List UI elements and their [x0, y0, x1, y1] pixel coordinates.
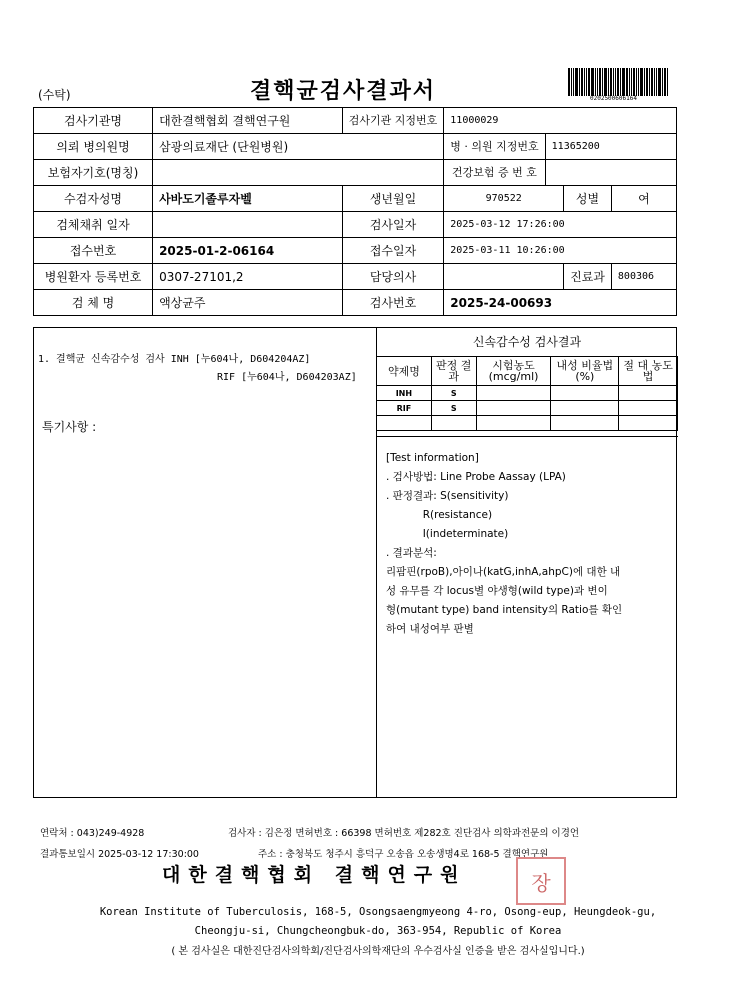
barcode-bar: [640, 68, 643, 96]
col-abs: 절 대 농도법: [619, 357, 678, 386]
barcode-bar: [649, 68, 650, 96]
receipt-label: (수탁): [38, 88, 71, 102]
barcode-bar: [620, 68, 621, 96]
test-information-text: [386, 449, 622, 639]
result-ratio: [551, 386, 619, 401]
barcode-bar: [622, 68, 625, 96]
insurer-label: 보험자기호(명칭): [34, 160, 153, 186]
barcode-bar: [595, 68, 596, 96]
barcode-bar: [586, 68, 587, 96]
barcode-bar: [575, 68, 578, 96]
collect-label: 검체채취 일자: [34, 212, 153, 238]
receipt-no-value: 2025-01-2-06164: [153, 238, 343, 264]
info-line: . 검사방법: Line Probe Aassay (LPA): [386, 471, 566, 483]
barcode-bar: [617, 68, 619, 96]
results-header: 신속감수성 검사결과: [376, 328, 678, 357]
info-line: I(indeterminate): [386, 528, 509, 540]
barcode-bar: [631, 68, 632, 96]
barcode-bar: [636, 68, 637, 96]
barcode-bar: [599, 68, 601, 96]
certification-note: ( 본 검사실은 대한진단검사의학회/진단검사의학재단의 우수검사실 인증을 받은 검사실입니다.): [171, 946, 585, 957]
barcode-bar: [581, 68, 583, 96]
result-drug: [377, 416, 432, 431]
barcode-bar: [568, 68, 570, 96]
examiner-info: 검사자 : 김은정 면허번호 : 66398 면허번호 제282호 진단검사 의학과전문의 이경언: [228, 828, 580, 839]
info-line: 리팜핀(rpoB),아이나(katG,inhA,ahpC)에 대한 내: [386, 566, 621, 578]
address-english-2: Cheongju-si, Chungcheongbuk-do, 363-954, Republic of Korea: [194, 925, 562, 937]
dept-label: 진료과: [564, 264, 612, 290]
barcode-bar: [662, 68, 663, 96]
hosp-no-label: 병 · 의원 지정번호: [444, 134, 545, 160]
info-line: . 결과분석:: [386, 547, 437, 559]
address-english-1: Korean Institute of Tuberculosis, 168-5, Osongsaengmyeong 4-ro, Osong-eup, Heungdeok-gu,: [99, 906, 657, 918]
info-line: R(resistance): [386, 509, 493, 521]
patient-no-value: 0307-27101,2: [153, 264, 343, 290]
health-label: 건강보험 증 번 호: [444, 160, 545, 186]
collect-value: [153, 212, 343, 238]
health-value: [545, 160, 676, 186]
org-value: 대한결핵협회 결핵연구원: [153, 108, 343, 134]
dob-label: 생년월일: [342, 186, 444, 212]
barcode-bar: [573, 68, 574, 96]
result-abs: [619, 386, 678, 401]
receipt-no-label: 접수번호: [34, 238, 153, 264]
name-label: 수검자성명: [34, 186, 153, 212]
org-no-value: 11000029: [444, 108, 677, 134]
barcode-bar: [597, 68, 598, 96]
req-label: 의뢰 병의원명: [34, 134, 153, 160]
result-abs: [619, 416, 678, 431]
req-value: 삼광의료재단 (단원병원): [153, 134, 444, 160]
document-title: 결핵균검사결과서: [250, 78, 437, 104]
barcode-bar: [656, 68, 657, 96]
barcode-bar: [638, 68, 639, 96]
org-no-label: 검사기관 지정번호: [342, 108, 444, 134]
test-date-value: 2025-03-12 17:26:00: [444, 212, 677, 238]
receipt-date-value: 2025-03-11 10:26:00: [444, 238, 677, 264]
sex-label: 성별: [564, 186, 612, 212]
result-ratio: [551, 416, 619, 431]
result-body: [33, 327, 677, 798]
barcode: [568, 64, 678, 96]
barcode-bar: [629, 68, 630, 96]
test-no-label: 검사번호: [342, 290, 444, 316]
barcode-bar: [633, 68, 635, 96]
info-line: 형(mutant type) band intensity의 Ratio를 확인: [386, 604, 623, 616]
barcode-bar: [646, 68, 648, 96]
barcode-bar: [571, 68, 572, 96]
organization-name: 대한결핵협회 결핵연구원: [162, 864, 467, 886]
name-value: 사바도기졸루자벨: [153, 186, 343, 212]
info-line: [Test information]: [386, 452, 479, 464]
barcode-bar: [588, 68, 590, 96]
dob-value: 970522: [444, 186, 564, 212]
result-conc: [476, 416, 551, 431]
doctor-value: [444, 264, 564, 290]
result-judge: S: [431, 401, 476, 416]
result-drug: RIF: [377, 401, 432, 416]
result-conc: [476, 401, 551, 416]
barcode-bar: [608, 68, 609, 96]
address-korean: 주소 : 충청북도 청주시 흥덕구 오송읍 오송생명4로 168-5 결핵연구원: [258, 849, 549, 860]
barcode-bar: [613, 68, 614, 96]
result-drug: INH: [377, 386, 432, 401]
barcode-bar: [591, 68, 594, 96]
results-table: [376, 356, 678, 431]
specimen-label: 검 체 명: [34, 290, 153, 316]
barcode-bar: [579, 68, 580, 96]
col-conc: 시험농도 (mcg/ml): [476, 357, 551, 386]
barcode-bar: [584, 68, 585, 96]
info-table: [33, 107, 677, 316]
sex-value: 여: [611, 186, 676, 212]
patient-no-label: 병원환자 등록번호: [34, 264, 153, 290]
barcode-bar: [615, 68, 616, 96]
specimen-value: 액상균주: [153, 290, 343, 316]
result-conc: [476, 386, 551, 401]
notify-date: 결과통보일시 2025-03-12 17:30:00: [40, 849, 199, 860]
insurer-value: [153, 160, 444, 186]
barcode-number: 0202500606164: [590, 95, 637, 102]
result-ratio: [551, 401, 619, 416]
col-ratio: 내성 비율법(%): [551, 357, 619, 386]
col-judge: 판정 결과: [431, 357, 476, 386]
result-judge: S: [431, 386, 476, 401]
doctor-label: 담당의사: [342, 264, 444, 290]
info-line: 하여 내성여부 판별: [386, 623, 474, 635]
col-drug: 약제명: [377, 357, 432, 386]
barcode-bar: [667, 68, 668, 96]
special-notes-label: 특기사항 :: [42, 420, 97, 434]
barcode-bar: [658, 68, 661, 96]
test-line-inh: 1. 결핵균 신속감수성 검사 INH [누604나, D604204AZ]: [38, 354, 311, 365]
receipt-date-label: 접수일자: [342, 238, 444, 264]
barcode-bar: [602, 68, 603, 96]
result-abs: [619, 401, 678, 416]
barcode-bar: [610, 68, 612, 96]
barcode-bar: [664, 68, 666, 96]
test-date-label: 검사일자: [342, 212, 444, 238]
test-line-rif: RIF [누604나, D604203AZ]: [217, 372, 357, 383]
result-judge: [431, 416, 476, 431]
barcode-bar: [651, 68, 653, 96]
org-label: 검사기관명: [34, 108, 153, 134]
barcode-bar: [644, 68, 645, 96]
barcode-bar: [654, 68, 655, 96]
contact: 연락처 : 043)249-4928: [40, 828, 145, 839]
info-line: 성 유무를 각 locus별 야생형(wild type)과 변이: [386, 585, 608, 597]
test-information-box: [376, 436, 678, 799]
official-seal: 장: [516, 857, 566, 905]
barcode-bar: [604, 68, 607, 96]
info-line: . 판정결과: S(sensitivity): [386, 490, 509, 502]
dept-value: 800306: [611, 264, 676, 290]
test-no-value: 2025-24-00693: [444, 290, 677, 316]
barcode-bar: [626, 68, 628, 96]
hosp-no-value: 11365200: [545, 134, 676, 160]
